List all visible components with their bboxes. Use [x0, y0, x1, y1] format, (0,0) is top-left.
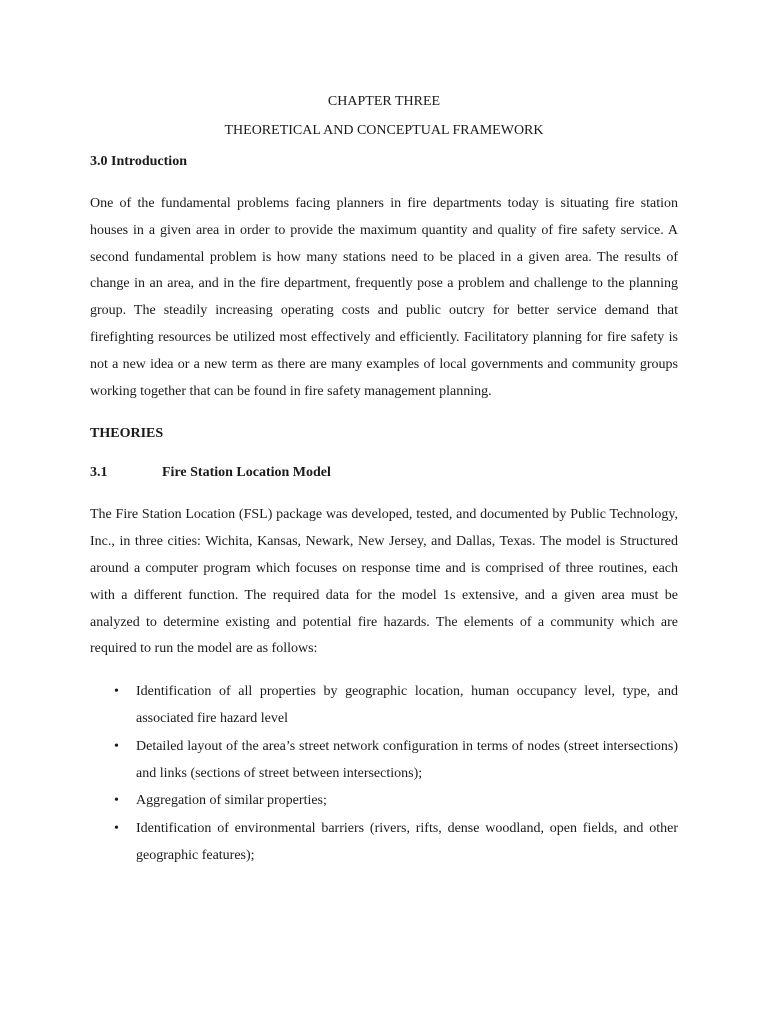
section-number: 3.1 — [90, 465, 108, 481]
list-item — [90, 734, 678, 788]
section-title: Fire Station Location Model — [162, 465, 331, 481]
list-item — [90, 816, 678, 870]
chapter-title: THEORETICAL AND CONCEPTUAL FRAMEWORK — [224, 123, 544, 138]
section-3-1-heading — [90, 463, 678, 482]
list-item-text: Detailed layout of the area’s street network configuration in terms of nodes (street intersections) and links (sections of street between intersections); — [136, 738, 678, 781]
bullet-icon: • — [114, 738, 119, 754]
introduction-paragraph: One of the fundamental problems facing planners in fire departments today is situating fire station houses in a given area in order to provide the maximum quantity and quality of fire safety service. A second fundamental problem is how many stations need to be placed in a given area. The results of change in an area, and in the fire department, frequently pose a problem and challenge to the planning group. The steadily increasing operating costs and public outcry for better service demand that firefighting resources be utilized most effectively and efficiently. Facilitatory planning for fire safety is not a new idea or a new term as there are many examples of local governments and community groups working together that can be found in fire safety management planning. — [90, 196, 678, 399]
list-item-text: Identification of environmental barriers (rivers, rifts, dense woodland, open fields, and other geographic features); — [136, 821, 678, 863]
chapter-label: CHAPTER THREE — [327, 94, 441, 109]
section-3-1-paragraph: The Fire Station Location (FSL) package was developed, tested, and documented by Public Technology, Inc., in three cities: Wichita, Kansas, Newark, New Jersey, and Dallas, Texas. The model is Structured around a computer program which focuses on response time and is comprised of three routines, each with a different function. The required data for the model 1s extensive, and a given area must be analyzed to determine existing and potential fire hazards. The elements of a community which are required to run the model are as follows: — [90, 507, 678, 657]
bullet-icon: • — [114, 684, 119, 700]
introduction-heading: 3.0 Introduction — [90, 154, 187, 169]
bullet-icon: • — [114, 793, 119, 809]
theories-heading: THEORIES — [90, 426, 164, 442]
list-item-text: Identification of all properties by geographic location, human occupancy level, type, and associated fire hazard level — [136, 684, 678, 726]
list-item — [90, 788, 678, 815]
bullet-icon: • — [114, 821, 119, 837]
list-item — [90, 679, 678, 733]
list-item-text: Aggregation of similar properties; — [136, 793, 327, 809]
requirements-list — [90, 679, 678, 870]
